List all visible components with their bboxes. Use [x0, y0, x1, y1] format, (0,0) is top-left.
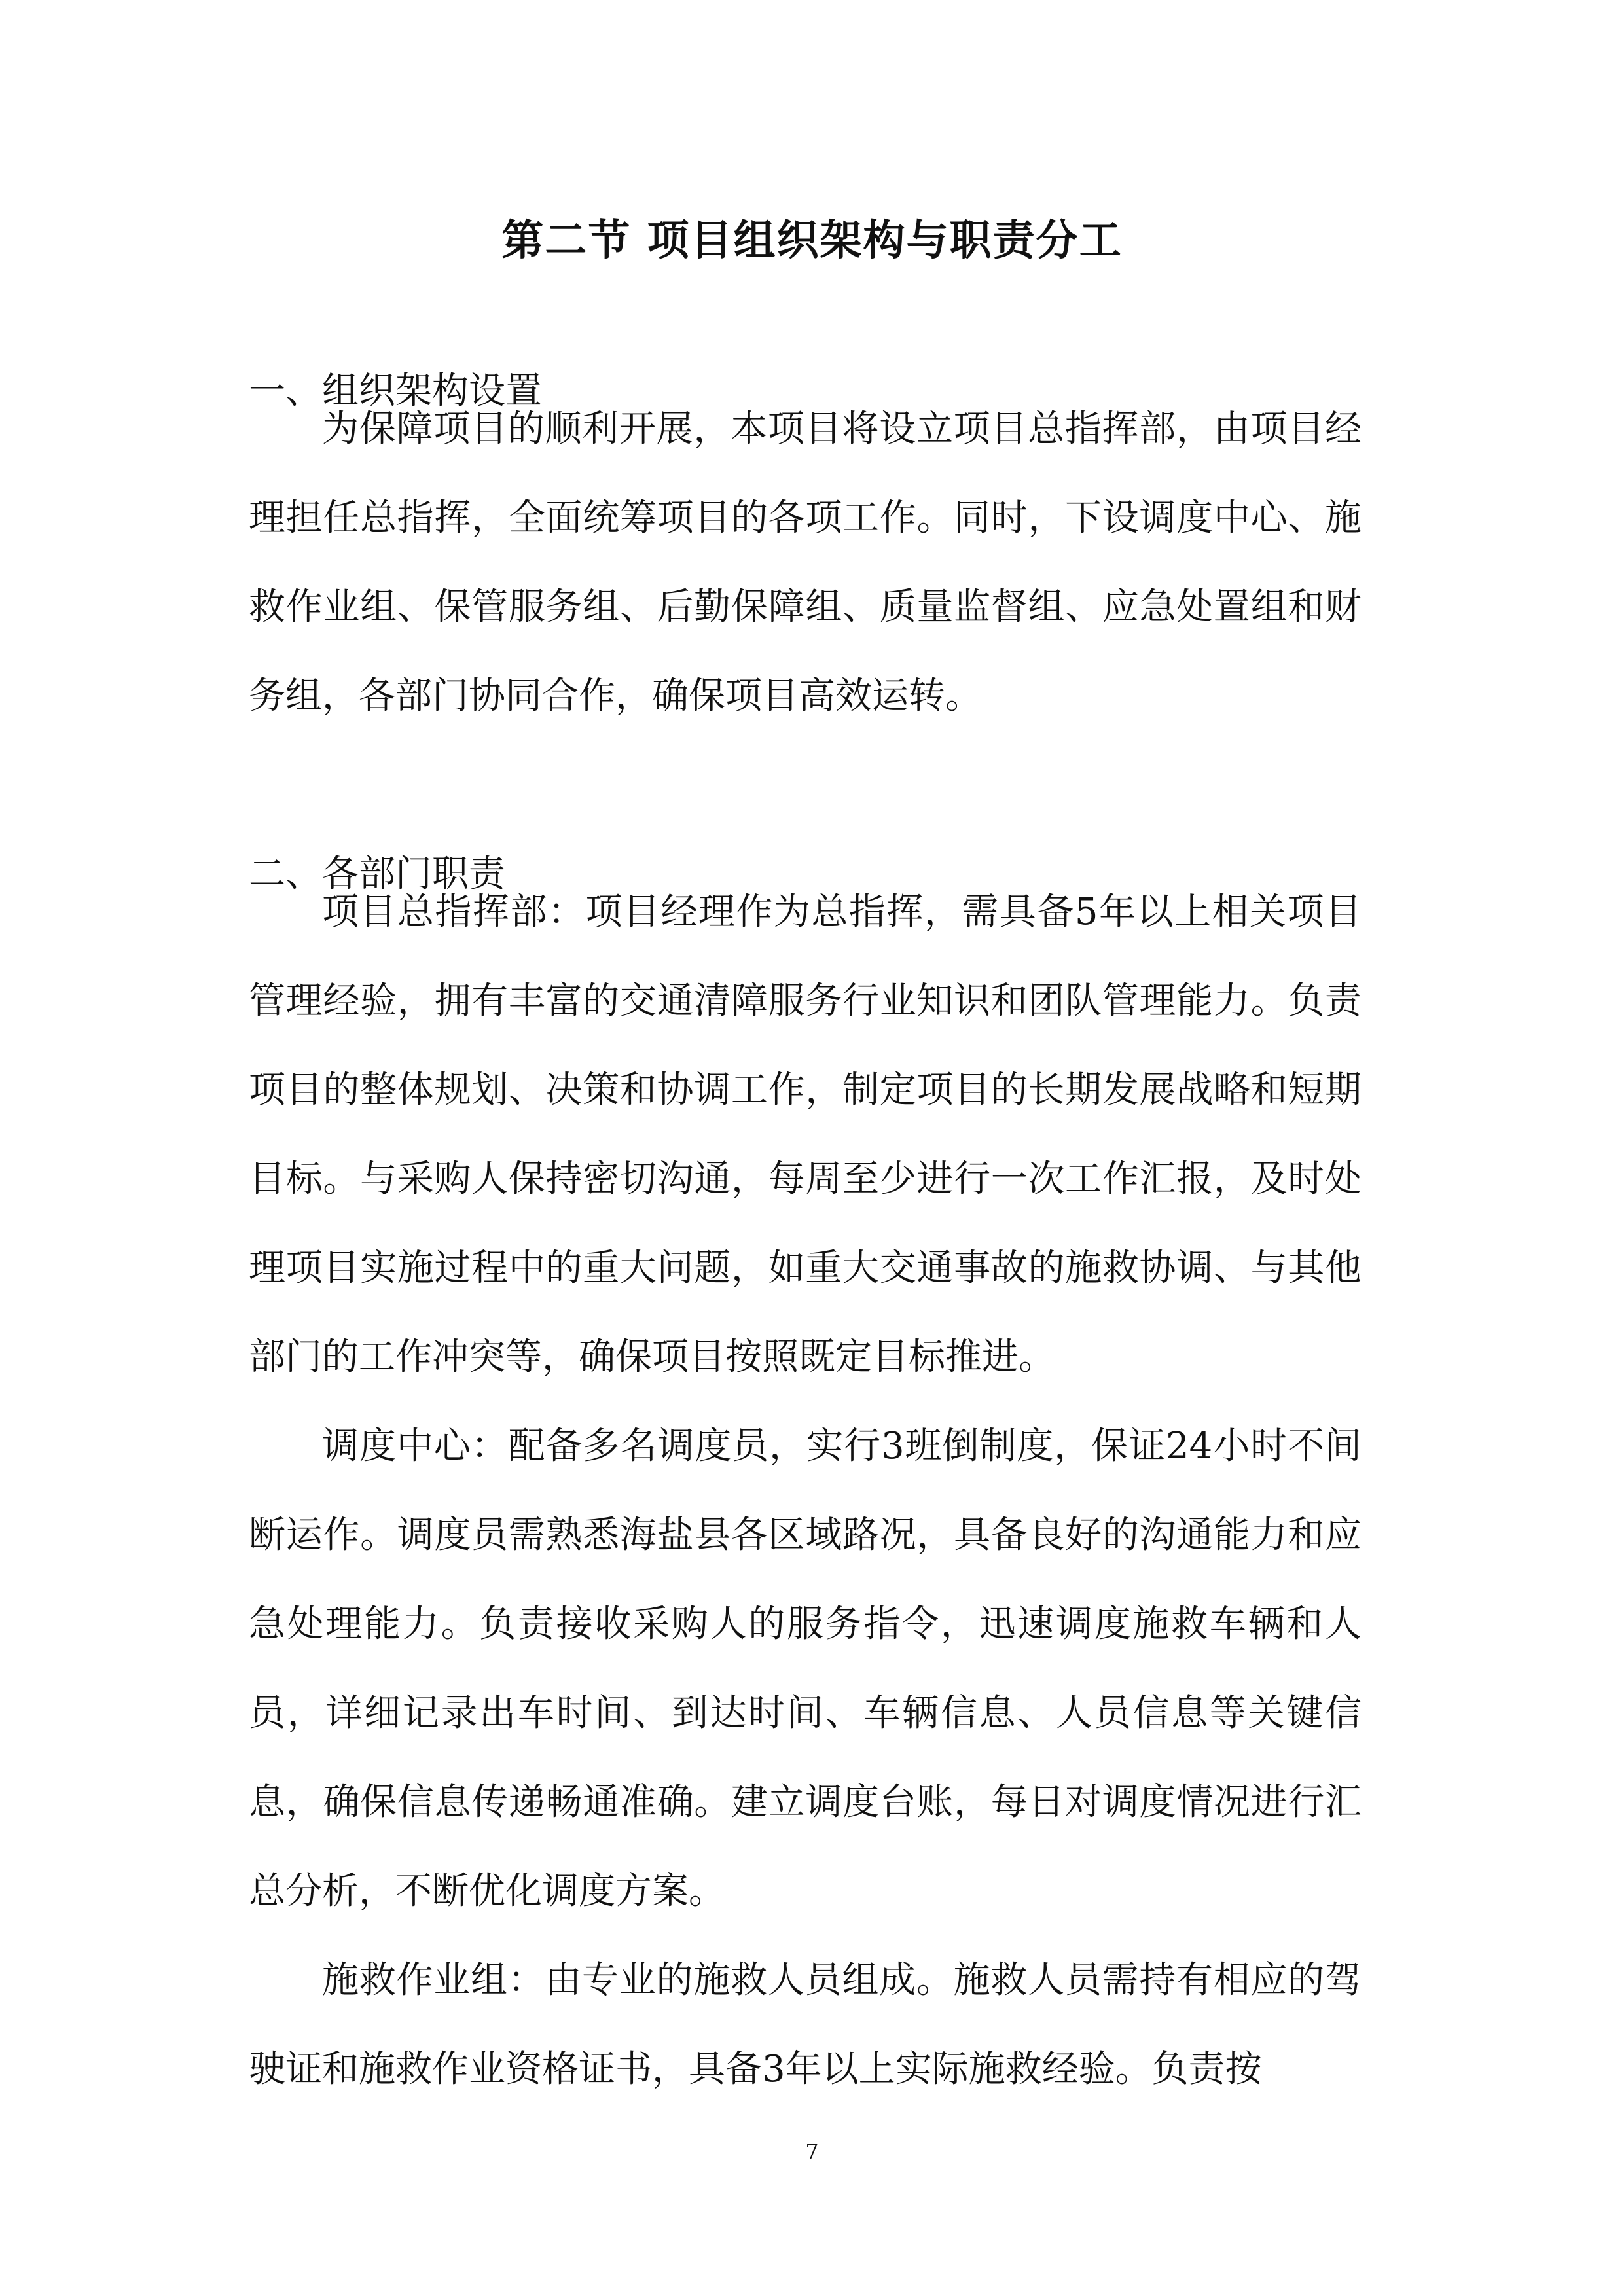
section-heading-dept-duties: 二、各部门职责: [249, 853, 505, 895]
page-number: 7: [805, 2139, 819, 2164]
page-title: 第二节 项目组织架构与职责分工: [501, 217, 1123, 265]
paragraph-dispatch-center: 调度中心：配备多名调度员，实行3班倒制度，保证24小时不间断运作。调度员需熟悉海盐县各区域路况，具备良好的沟通能力和应急处理能力。负责接收采购人的服务指令，迅速调度施救车辆和人员，详细记录出车时间、到达时间、车辆信息、人员信息等关键信息，确保信息传递畅通准确。建立调度台账，每日对调度情况进行汇总分析，不断优化调度方案。: [249, 1425, 1362, 1912]
section-heading-org-structure: 一、组织架构设置: [249, 370, 542, 412]
paragraph-org-structure: 为保障项目的顺利开展，本项目将设立项目总指挥部，由项目经理担任总指挥，全面统筹项目的各项工作。同时，下设调度中心、施救作业组、保管服务组、后勤保障组、质量监督组、应急处置组和财务组，各部门协同合作，确保项目高效运转。: [249, 408, 1362, 717]
paragraph-rescue-team: 施救作业组：由专业的施救人员组成。施救人员需持有相应的驾驶证和施救作业资格证书，具备3年以上实际施救经验。负责按: [249, 1959, 1362, 2090]
paragraph-command-center: 项目总指挥部：项目经理作为总指挥，需具备5年以上相关项目管理经验，拥有丰富的交通清障服务行业知识和团队管理能力。负责项目的整体规划、决策和协调工作，制定项目的长期发展战略和短期目标。与采购人保持密切沟通，每周至少进行一次工作汇报，及时处理项目实施过程中的重大问题，如重大交通事故的施救协调、与其他部门的工作冲突等，确保项目按照既定目标推进。: [249, 891, 1362, 1378]
